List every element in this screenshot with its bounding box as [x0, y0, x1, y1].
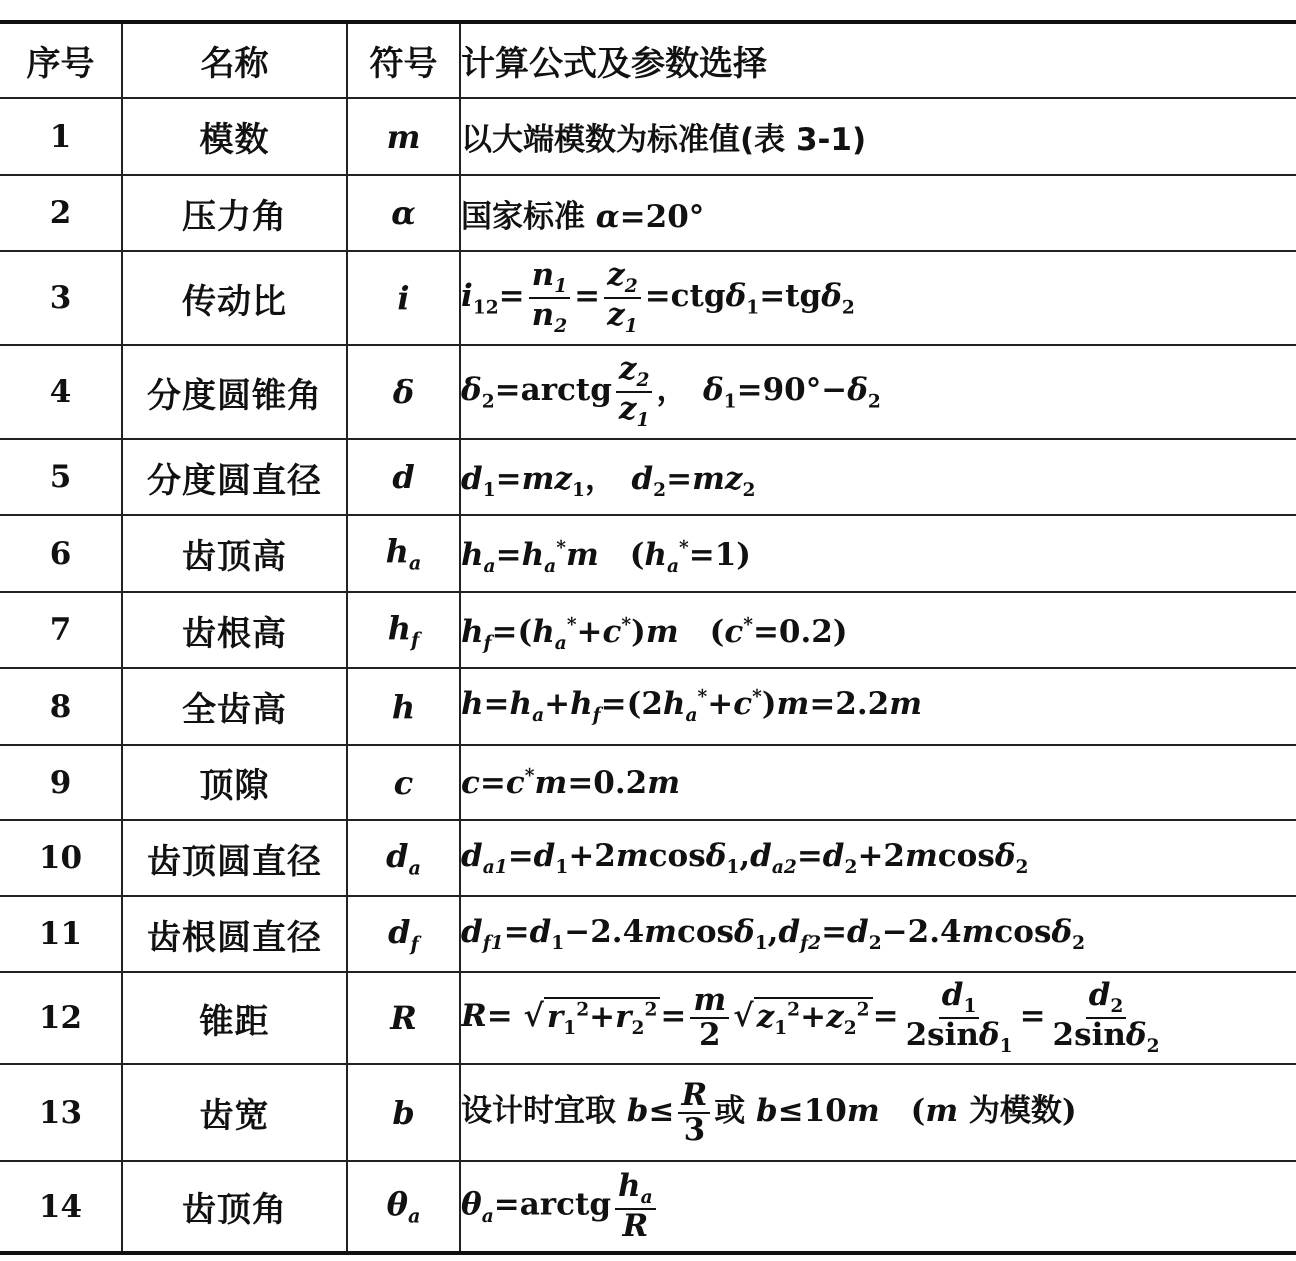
- formula-table: [0, 20, 1296, 1255]
- row-formula: 以大端模数为标准值(表 3-1): [460, 98, 1296, 175]
- row-formula: $\theta_a=arctg$ $\frac{h_a}{R}$: [460, 1161, 1296, 1253]
- row-symbol: d: [347, 439, 460, 515]
- row-no: 9: [0, 745, 122, 820]
- header-name: 名称: [122, 22, 347, 98]
- row-formula: $d_1=mz_1$， $d_2=mz_2$: [460, 439, 1296, 515]
- row-name: 顶隙: [122, 745, 347, 820]
- table-row: [0, 1161, 1296, 1253]
- row-no: 2: [0, 175, 122, 251]
- row-symbol: R: [347, 972, 460, 1064]
- table-row: [0, 972, 1296, 1064]
- row-no: 3: [0, 251, 122, 345]
- row-no: 12: [0, 972, 122, 1064]
- row-symbol: b: [347, 1064, 460, 1161]
- header-no: 序号: [0, 22, 122, 98]
- row-no: 7: [0, 592, 122, 668]
- table-row: [0, 175, 1296, 251]
- header-row: [0, 22, 1296, 98]
- row-formula: $d_{f1}=d_1-2.4mcos\delta_1,d_{f2}=d_2-2.4mcos\delta_2$: [460, 896, 1296, 972]
- table-row: [0, 439, 1296, 515]
- row-name: 齿根高: [122, 592, 347, 668]
- row-symbol: i: [347, 251, 460, 345]
- table-row: [0, 1064, 1296, 1161]
- row-symbol: $h_a$: [347, 515, 460, 592]
- row-formula: $h_a=h_a^*m$ $(h_a^*=1)$: [460, 515, 1296, 592]
- row-symbol: $d_f$: [347, 896, 460, 972]
- table-row: [0, 745, 1296, 820]
- row-formula: c=c*m=0.2m: [460, 745, 1296, 820]
- row-name: 齿宽: [122, 1064, 347, 1161]
- row-no: 5: [0, 439, 122, 515]
- row-formula: $d_{a1}=d_1+2mcos\delta_1,d_{a2}=d_2+2mcos\delta_2$: [460, 820, 1296, 896]
- row-name: 分度圆直径: [122, 439, 347, 515]
- header-symbol: 符号: [347, 22, 460, 98]
- row-no: 10: [0, 820, 122, 896]
- table-row: [0, 251, 1296, 345]
- row-symbol: α: [347, 175, 460, 251]
- row-formula: 设计时宜取 b≤ $\frac{R}{3}$ 或 b≤10m (m 为模数): [460, 1064, 1296, 1161]
- table-row: [0, 668, 1296, 745]
- table-row: [0, 896, 1296, 972]
- row-name: 锥距: [122, 972, 347, 1064]
- row-symbol: m: [347, 98, 460, 175]
- table-row: [0, 98, 1296, 175]
- row-no: 6: [0, 515, 122, 592]
- row-name: 全齿高: [122, 668, 347, 745]
- row-name: 齿顶高: [122, 515, 347, 592]
- row-name: 压力角: [122, 175, 347, 251]
- table-row: [0, 515, 1296, 592]
- row-name: 齿根圆直径: [122, 896, 347, 972]
- row-no: 14: [0, 1161, 122, 1253]
- row-symbol: $\theta_a$: [347, 1161, 460, 1253]
- row-symbol: $d_a$: [347, 820, 460, 896]
- row-formula: $R= √r_1^2+r_2^2=$ $\frac{m}{2}$ $√z_1^2+z_2^2=$ $\frac{d_1}{2\sin\delta_1}$ = $\frac{d_2}{2\sin\delta_2}$: [460, 972, 1296, 1064]
- row-name: 齿顶圆直径: [122, 820, 347, 896]
- table-row: [0, 820, 1296, 896]
- row-symbol: c: [347, 745, 460, 820]
- row-formula: $h_f=(h_a^*+c^*)m$ (c*=0.2): [460, 592, 1296, 668]
- row-formula: $i_{12}=$ $\frac{n_1}{n_2}$ = $\frac{z_2}{z_1}$ =ctgδ$_1$=tgδ$_2$: [460, 251, 1296, 345]
- row-no: 8: [0, 668, 122, 745]
- row-no: 13: [0, 1064, 122, 1161]
- header-formula: 计算公式及参数选择: [460, 22, 1296, 98]
- row-symbol: $h_f$: [347, 592, 460, 668]
- table-row: [0, 345, 1296, 439]
- row-name: 传动比: [122, 251, 347, 345]
- row-symbol: h: [347, 668, 460, 745]
- row-name: 分度圆锥角: [122, 345, 347, 439]
- table-row: [0, 592, 1296, 668]
- row-no: 11: [0, 896, 122, 972]
- row-formula: $\delta_2=arctg$ $\frac{z_2}{z_1}$ ， $\delta_1=90^\circ-\delta_2$: [460, 345, 1296, 439]
- row-symbol: δ: [347, 345, 460, 439]
- row-formula: 国家标准 α=20°: [460, 175, 1296, 251]
- row-no: 1: [0, 98, 122, 175]
- row-name: 齿顶角: [122, 1161, 347, 1253]
- row-no: 4: [0, 345, 122, 439]
- row-formula: $h=h_a+h_f=(2h_a^*+c^*)m=2.2m$: [460, 668, 1296, 745]
- row-name: 模数: [122, 98, 347, 175]
